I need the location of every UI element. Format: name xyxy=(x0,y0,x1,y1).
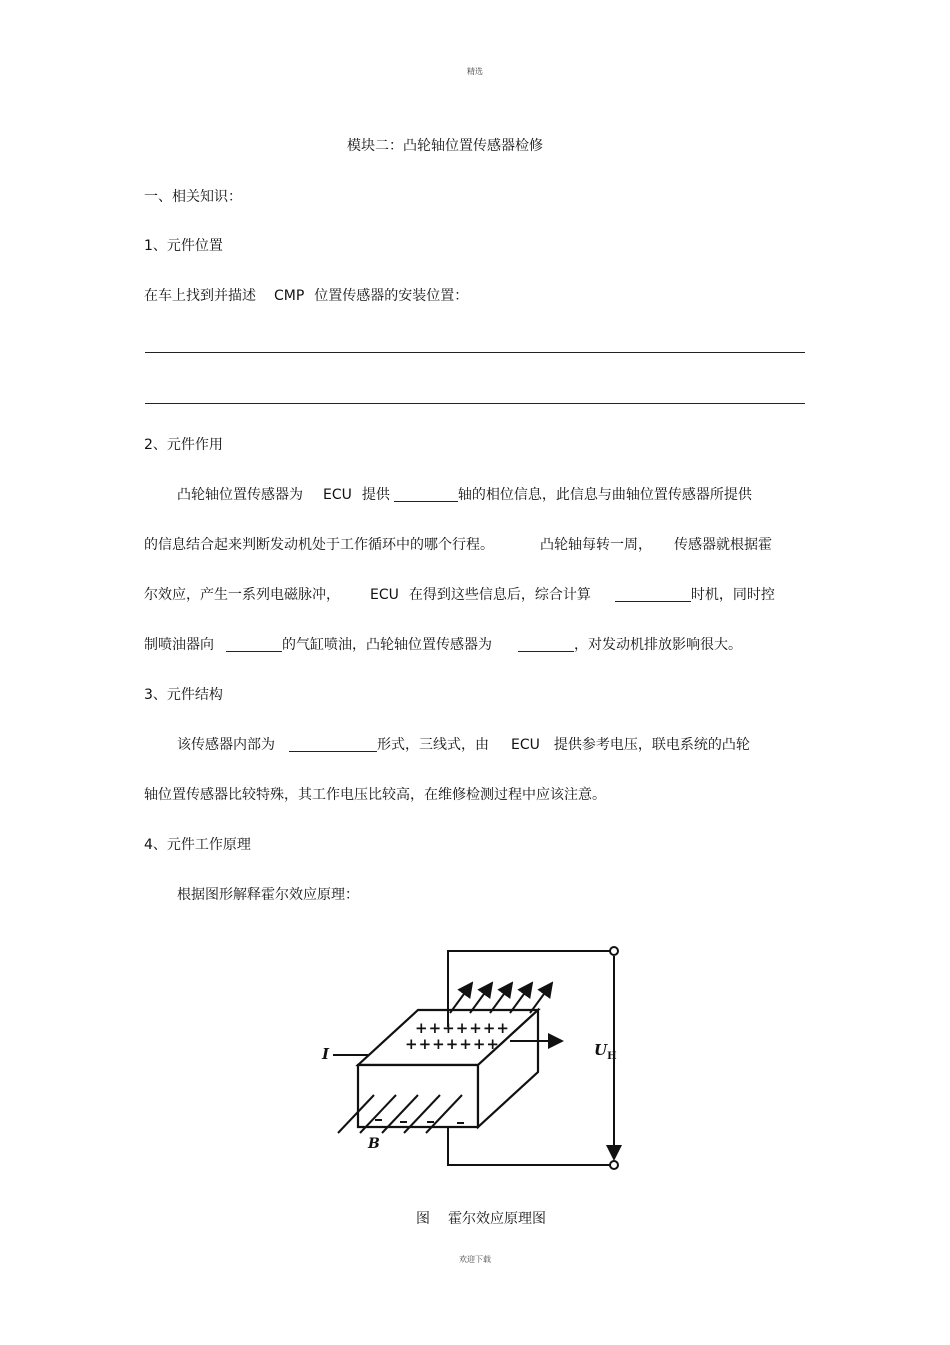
function-ecu-3: ECU xyxy=(370,587,399,603)
function-text-4c: ，对发动机排放影响很大。 xyxy=(574,637,742,653)
function-line-4 xyxy=(144,634,742,654)
answer-line-1[interactable] xyxy=(145,352,805,353)
force-arrow xyxy=(510,983,532,1013)
page-title: 模块二：凸轮轴位置传感器检修 xyxy=(347,138,543,154)
plus-row-2: +++++++ xyxy=(405,1035,500,1053)
function-text-3d: 时机，同时控 xyxy=(690,587,775,603)
force-arrow xyxy=(530,983,552,1013)
function-text-2a: 的信息结合起来判断发动机处于工作循环中的哪个行程。 xyxy=(144,537,494,553)
location-prompt-text-c: 位置传感器的安装位置： xyxy=(314,288,469,304)
label-voltage: $U_H$ xyxy=(594,1041,617,1062)
blank-form[interactable] xyxy=(289,737,377,752)
item-heading-principle: 4、元件工作原理 xyxy=(144,837,251,853)
label-current: I xyxy=(322,1045,330,1063)
function-text-3c: 在得到这些信息后，综合计算 xyxy=(408,587,591,603)
figure-caption-label: 图 xyxy=(416,1211,430,1227)
function-text-4a: 制喷油器向 xyxy=(144,637,214,653)
function-ecu-1: ECU xyxy=(323,487,352,503)
function-text-1d: 轴的相位信息，此信息与曲轴位置传感器所提供 xyxy=(457,487,752,503)
function-text-4b: 的气缸喷油，凸轮轴位置传感器为 xyxy=(282,637,492,653)
location-prompt-cmp: CMP xyxy=(274,288,305,304)
structure-line-2: 轴位置传感器比较特殊，其工作电压比较高，在维修检测过程中应该注意。 xyxy=(144,787,606,803)
structure-text-1b: 形式，三线式，由 xyxy=(377,737,489,753)
structure-text-1d: 提供参考电压，联电系统的凸轮 xyxy=(553,737,750,753)
answer-line-2[interactable] xyxy=(145,403,805,404)
plus-row-1: +++++++ xyxy=(415,1019,510,1037)
figure-caption-text: 霍尔效应原理图 xyxy=(448,1211,546,1227)
hall-effect-diagram xyxy=(300,935,640,1185)
function-line-3 xyxy=(144,584,775,604)
force-arrow xyxy=(470,983,492,1013)
item-heading-structure: 3、元件结构 xyxy=(144,687,223,703)
function-text-1c: 提供 xyxy=(361,487,390,503)
blank-sensor-role[interactable] xyxy=(518,637,574,652)
location-prompt-text-a: 在车上找到并描述 xyxy=(144,288,256,304)
force-arrow xyxy=(450,983,472,1013)
section-heading-related-knowledge: 一、相关知识： xyxy=(144,189,242,205)
bottom-wire xyxy=(448,1127,613,1165)
top-terminal xyxy=(610,947,618,955)
item-heading-location: 1、元件位置 xyxy=(144,238,223,254)
bottom-terminal xyxy=(610,1161,618,1169)
structure-line-1 xyxy=(177,734,750,754)
blank-timing[interactable] xyxy=(615,587,691,602)
page-header: 精选 xyxy=(467,67,483,76)
function-text-2c: 传感器就根据霍 xyxy=(674,537,772,553)
structure-ecu: ECU xyxy=(511,737,540,753)
structure-text-1a: 该传感器内部为 xyxy=(177,737,275,753)
blank-shaft[interactable] xyxy=(394,487,458,502)
item-heading-function: 2、元件作用 xyxy=(144,437,223,453)
function-line-1 xyxy=(177,484,752,504)
function-text-2b: 凸轮轴每转一周， xyxy=(540,537,652,553)
label-field: B xyxy=(368,1136,380,1152)
function-text-1a: 凸轮轴位置传感器为 xyxy=(177,487,303,503)
function-text-3a: 尔效应，产生一系列电磁脉冲， xyxy=(144,587,340,603)
blank-cylinder[interactable] xyxy=(226,637,282,652)
location-prompt xyxy=(144,285,468,305)
figure-caption xyxy=(416,1208,546,1228)
principle-prompt: 根据图形解释霍尔效应原理： xyxy=(177,887,359,903)
function-line-2 xyxy=(144,534,772,554)
page-footer: 欢迎下载 xyxy=(459,1255,491,1264)
force-arrow xyxy=(490,983,512,1013)
